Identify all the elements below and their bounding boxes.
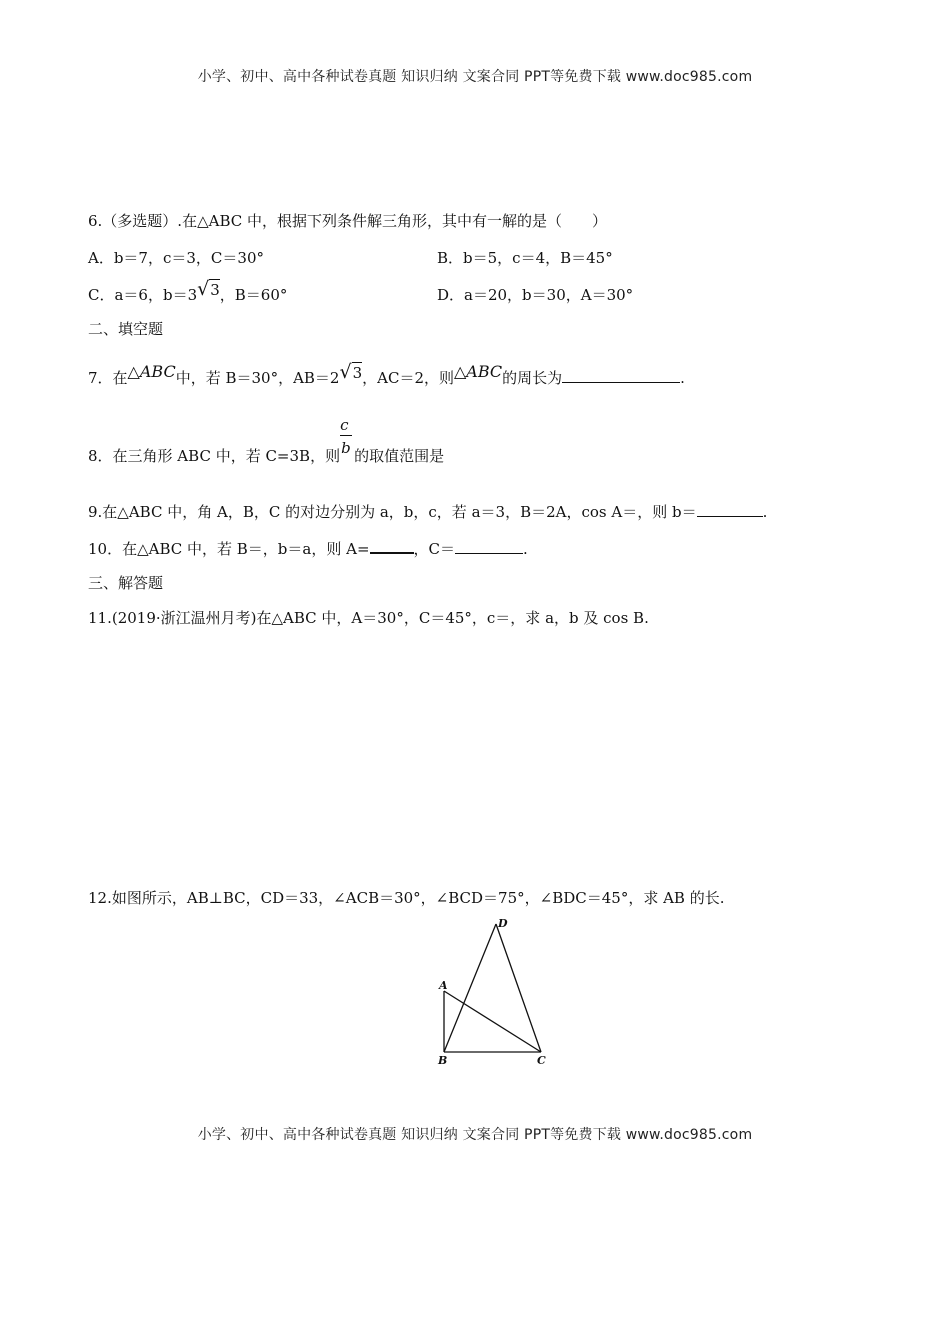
question-9: 9.在△ABC 中，角 A，B，C 的对边分别为 a，b，c，若 a＝3，B＝2A，cos A＝，则 b＝ .: [88, 503, 768, 521]
question-6-stem: 6.（多选题）.在△ABC 中，根据下列条件解三角形，其中有一解的是（ ）: [88, 212, 607, 230]
q6-option-d: D．a＝20，b＝30，A＝30°: [437, 286, 634, 304]
answer-blank: [455, 539, 523, 554]
label-c: C: [537, 1054, 546, 1067]
label-d: D: [498, 917, 508, 930]
sqrt-symbol: √3: [339, 361, 363, 383]
page-header-banner: 小学、初中、高中各种试卷真题 知识归纳 文案合同 PPT等免费下载 www.doc985.com: [197, 69, 753, 85]
label-a: A: [439, 979, 448, 992]
triangle-abc-symbol: △ABC: [454, 362, 503, 381]
answer-blank: [697, 502, 763, 517]
label-b: B: [438, 1054, 448, 1067]
segment-ac: [444, 991, 541, 1052]
q6-option-a: A．b＝7，c＝3，C＝30°: [88, 249, 264, 267]
geometry-figure: [420, 910, 560, 1075]
question-12: 12.如图所示，AB⊥BC，CD＝33，∠ACB＝30°，∠BCD＝75°，∠BDC＝45°，求 AB 的长.: [88, 889, 725, 907]
question-10: 10．在△ABC 中，若 B＝，b＝a，则 A= ，C＝ .: [88, 540, 528, 558]
question-11: 11.(2019·浙江温州月考)在△ABC 中，A＝30°，C＝45°，c＝，求 a，b 及 cos B.: [88, 609, 649, 627]
section-solve-title: 三、解答题: [88, 574, 164, 592]
question-7: 7．在△ABC中，若 B＝30°，AB＝2√3，AC＝2，则△ABC的周长为 .: [88, 361, 685, 387]
sqrt-symbol: √3: [197, 278, 220, 300]
answer-blank: [370, 538, 414, 554]
page-footer-banner: 小学、初中、高中各种试卷真题 知识归纳 文案合同 PPT等免费下载 www.doc985.com: [197, 1127, 753, 1143]
fraction-c-over-b: $\frac{c}{b}$: [340, 416, 351, 457]
segment-bd: [444, 924, 496, 1052]
q6-option-c: C．a＝6，b＝3√3，B＝60°: [88, 278, 288, 304]
answer-blank: [562, 368, 680, 383]
question-8: 8．在三角形 ABC 中，若 C=3B，则 $\frac{c}{b}$ 的取值范围是: [88, 416, 445, 465]
q6-option-b: B．b＝5，c＝4，B＝45°: [437, 249, 613, 267]
segment-dc: [496, 924, 541, 1052]
section-fill-in-title: 二、填空题: [88, 320, 164, 338]
triangle-abc-symbol: △ABC: [127, 362, 176, 381]
